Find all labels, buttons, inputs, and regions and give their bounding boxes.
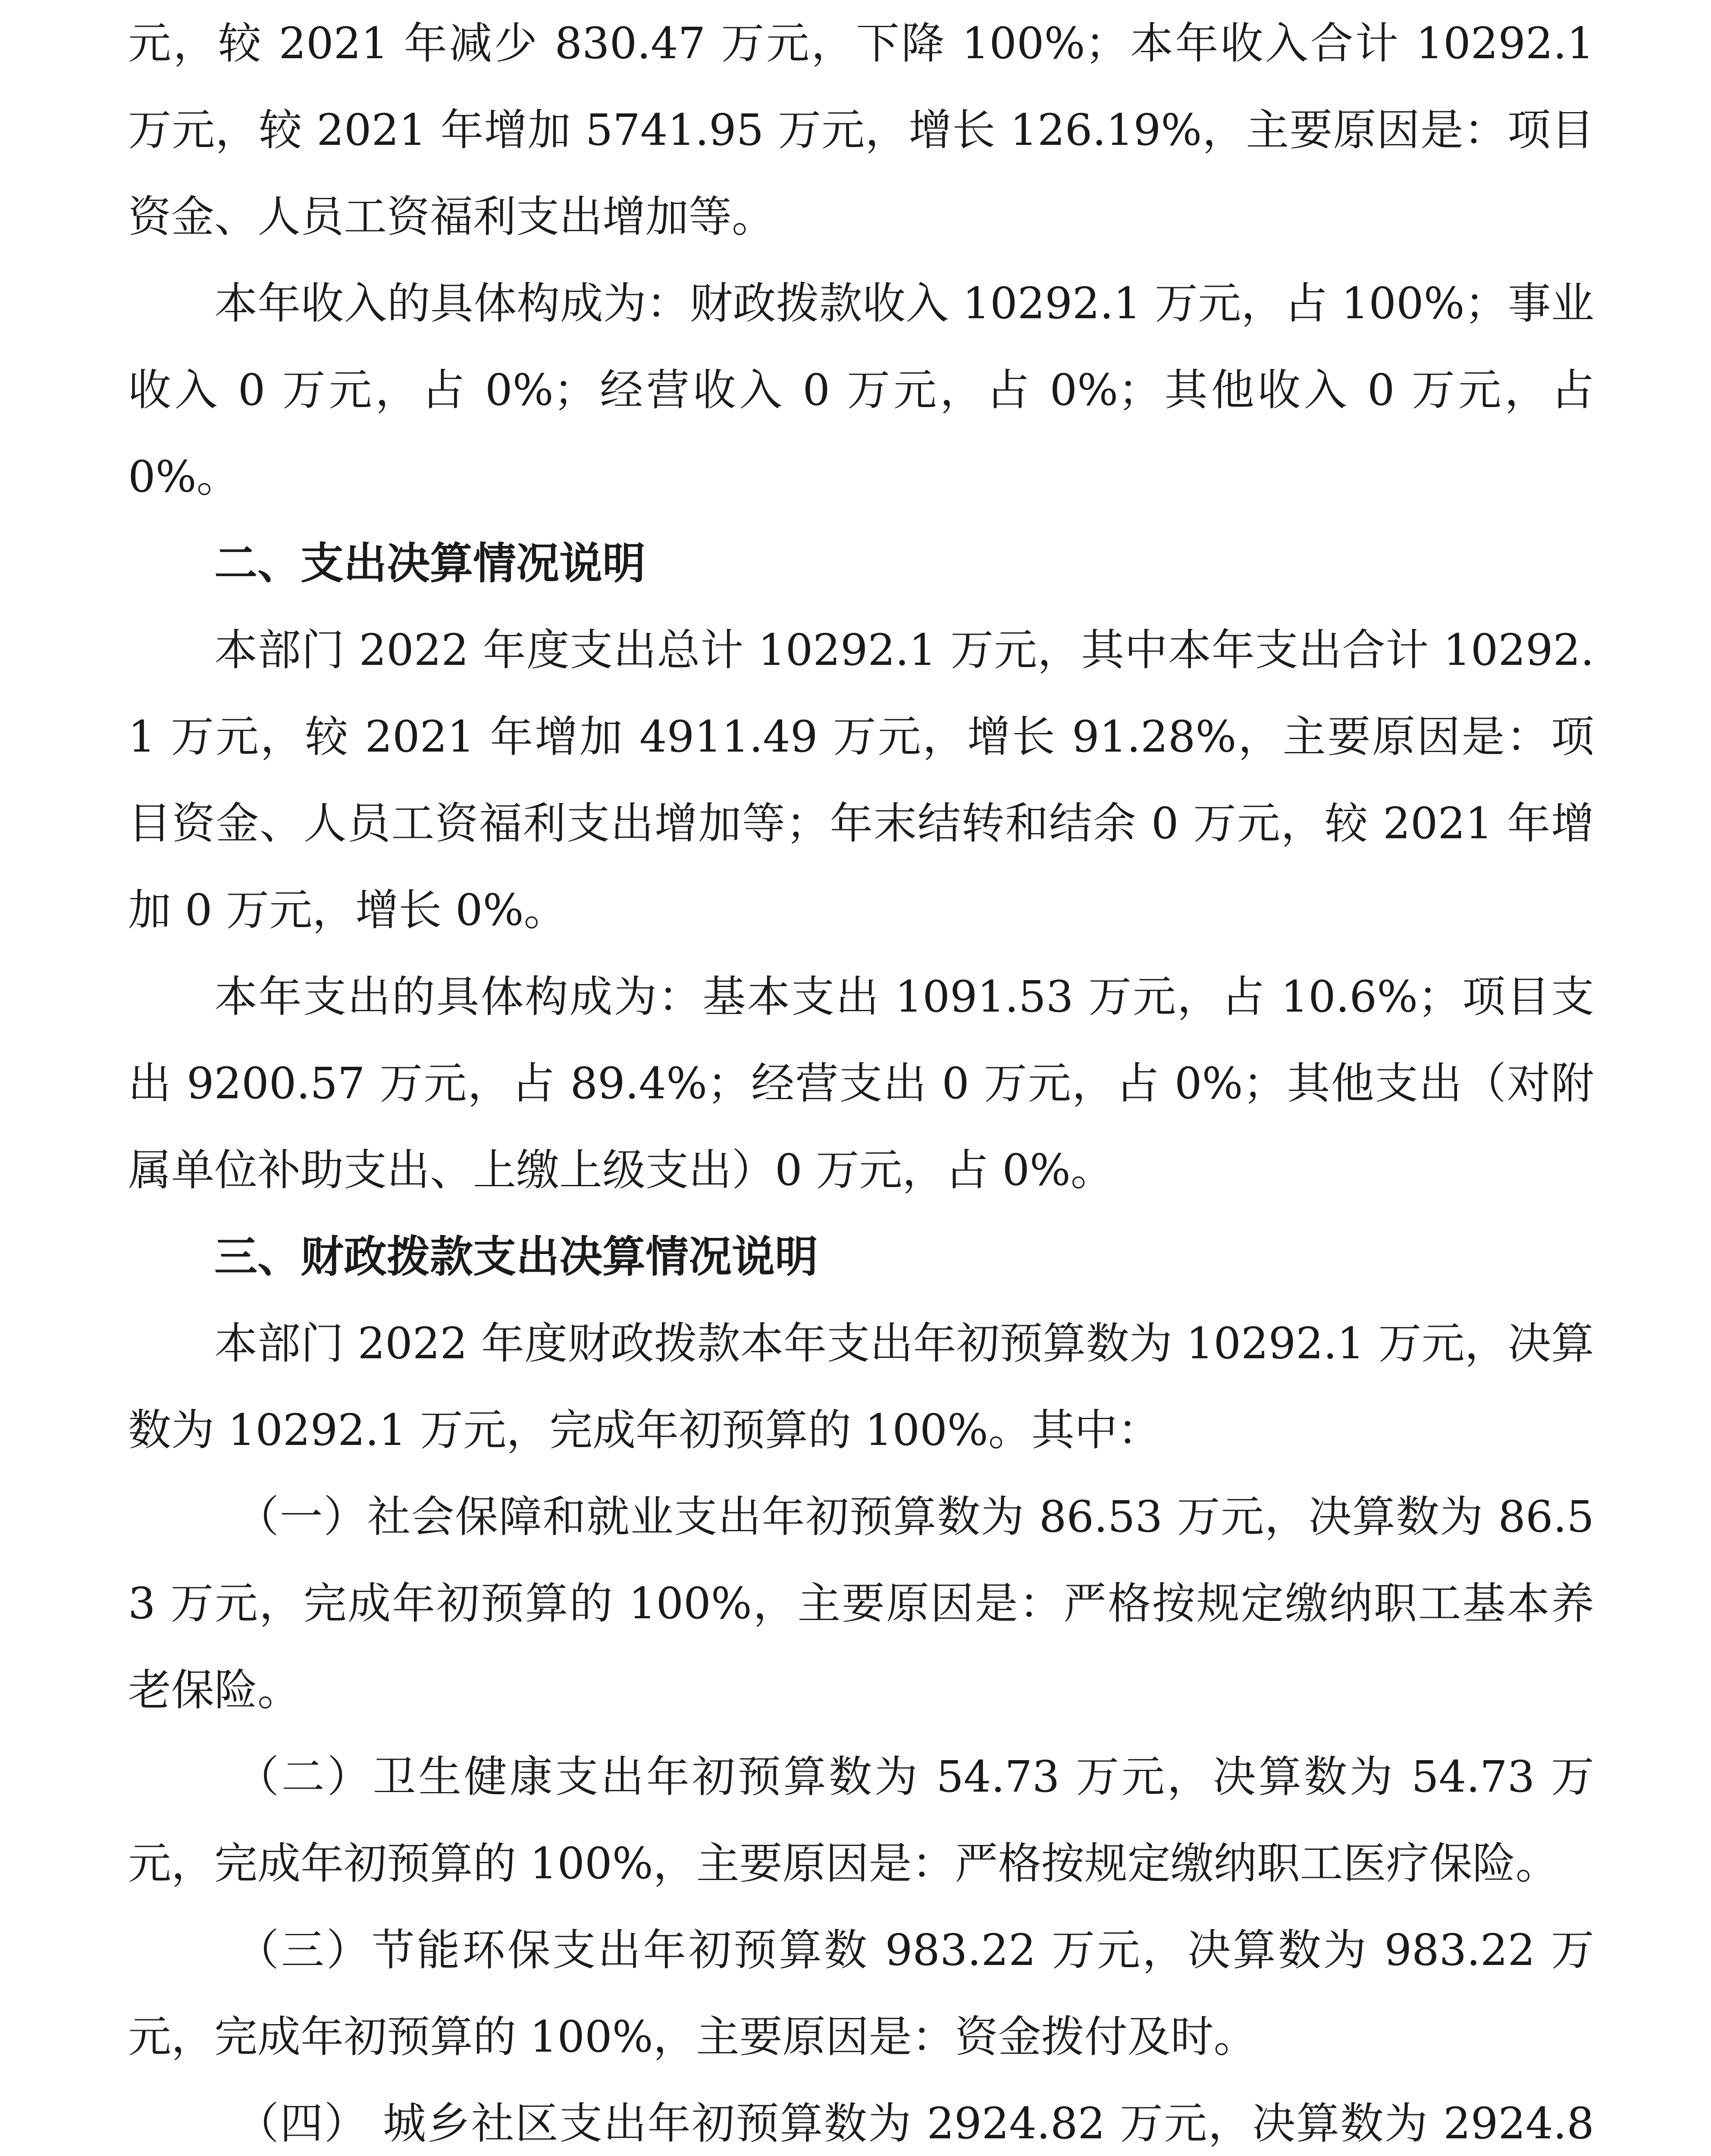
income-total-paragraph: 元，较 2021 年减少 830.47 万元，下降 100%；本年收入合计 10292.1 万元，较 2021 年增加 5741.95 万元，增长 126.19%，主要原因是：项目资金、人员工资福利支出增加等。 xyxy=(128,18,1594,242)
item-urban-rural-paragraph: （四） 城乡社区支出年初预算数为 2924.82 万元，决算数为 2924.8 xyxy=(236,2098,1594,2149)
income-composition-paragraph: 本年收入的具体构成为：财政拨款收入 10292.1 万元，占 100%；事业收入 0 万元，占 0%；经营收入 0 万元，占 0%；其他收入 0 万元，占 0%。 xyxy=(128,278,1594,502)
item-health-paragraph: （二）卫生健康支出年初预算数为 54.73 万元，决算数为 54.73 万元，完成年初预算的 100%，主要原因是：严格按规定缴纳职工医疗保险。 xyxy=(128,1752,1594,1889)
fiscal-appropriation-summary-paragraph: 本部门 2022 年度财政拨款本年支出年初预算数为 10292.1 万元，决算数为 10292.1 万元，完成年初预算的 100%。其中： xyxy=(128,1318,1594,1455)
item-social-security-paragraph: （一）社会保障和就业支出年初预算数为 86.53 万元，决算数为 86.53 万元，完成年初预算的 100%，主要原因是：严格按规定缴纳职工基本养老保险。 xyxy=(128,1492,1594,1715)
expenditure-composition-paragraph: 本年支出的具体构成为：基本支出 1091.53 万元，占 10.6%；项目支出 9200.57 万元，占 89.4%；经营支出 0 万元，占 0%；其他支出（对附属单位补助支出、上缴上级支出）0 万元，占 0%。 xyxy=(128,971,1594,1195)
section-heading-fiscal-appropriation: 三、财政拨款支出决算情况说明 xyxy=(214,1232,818,1282)
expenditure-total-paragraph: 本部门 2022 年度支出总计 10292.1 万元，其中本年支出合计 10292.1 万元，较 2021 年增加 4911.49 万元，增长 91.28%，主要原因是：项目资金、人员工资福利支出增加等；年末结转和结余 0 万元，较 2021 年增加 0 万元，增长 0%。 xyxy=(128,625,1594,935)
document-body xyxy=(128,0,1594,2156)
section-heading-expenditure: 二、支出决算情况说明 xyxy=(214,538,646,589)
item-environment-paragraph: （三）节能环保支出年初预算数 983.22 万元，决算数为 983.22 万元，完成年初预算的 100%，主要原因是：资金拨付及时。 xyxy=(128,1925,1594,2062)
